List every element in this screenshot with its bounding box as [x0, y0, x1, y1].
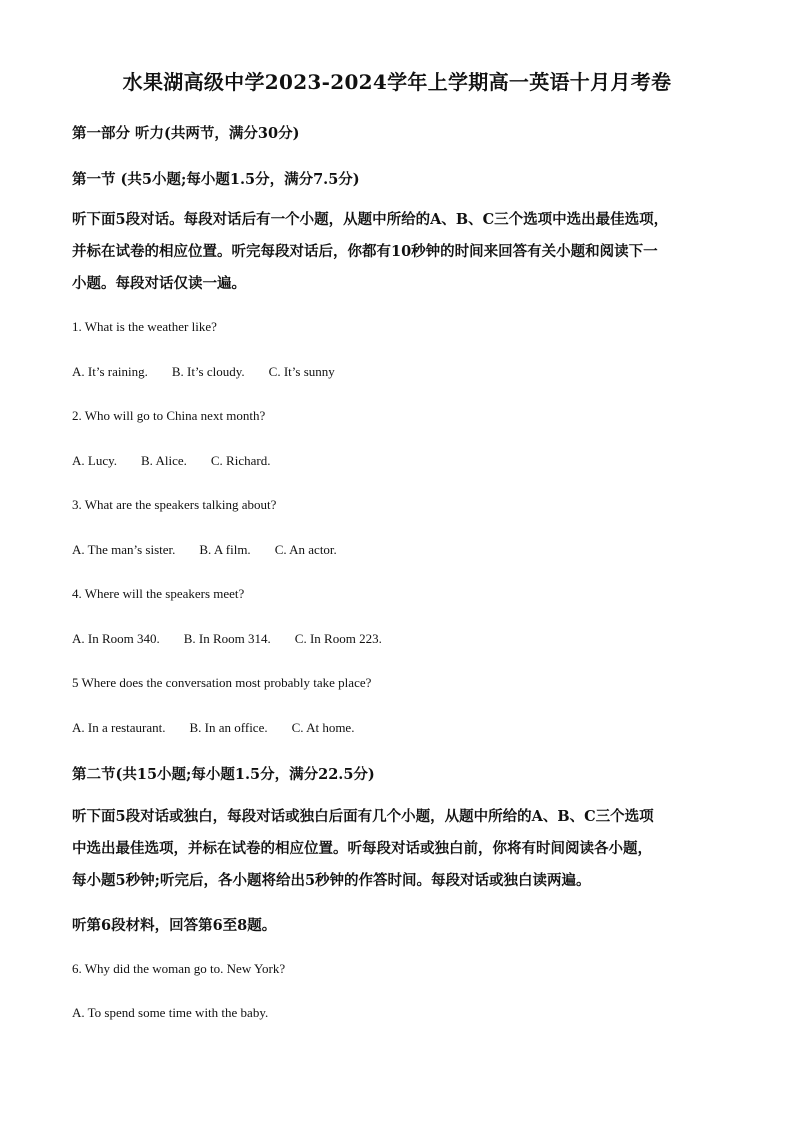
option-b: B. A film. [199, 542, 251, 557]
material6-heading: 听第6段材料，回答第6至8题。 [72, 917, 277, 934]
option-c: C. Richard. [210, 453, 271, 468]
question-2-options [72, 453, 270, 469]
instruction-line: 每小题5秒钟;听完后，各小题将给出5秒钟的作答时间。每段对话或独白读两遍。 [72, 872, 591, 889]
option-c: C. In Room 223. [294, 631, 382, 646]
exam-title: 水果湖高级中学2023-2024学年上学期高一英语十月月考卷 [122, 70, 672, 94]
question-1-stem: 1. What is the weather like? [72, 319, 217, 334]
question-5-options [72, 720, 354, 736]
instruction-line: 听下面5段对话。每段对话后有一个小题，从题中所给的A、B、C三个选项中选出最佳选项， [72, 211, 669, 228]
option-a: A. In Room 340. [72, 631, 160, 646]
option-c: C. At home. [291, 720, 355, 735]
question-1-options [72, 364, 335, 380]
section1-heading: 第一节 (共5小题;每小题1.5分，满分7.5分) [72, 171, 360, 188]
question-2-stem: 2. Who will go to China next month? [72, 408, 266, 423]
option-b: B. Alice. [141, 453, 187, 468]
option-c: C. It’s sunny [268, 364, 335, 379]
question-3-stem: 3. What are the speakers talking about? [72, 497, 277, 512]
section2-instructions [72, 801, 727, 897]
question-5-stem: 5 Where does the conversation most probably take place? [72, 675, 372, 690]
option-a: A. It’s raining. [72, 364, 148, 379]
option-b: B. In Room 314. [183, 631, 271, 646]
section2-heading: 第二节(共15小题;每小题1.5分，满分22.5分) [72, 766, 375, 783]
instruction-line: 并标在试卷的相应位置。听完每段对话后，你都有10秒钟的时间来回答有关小题和阅读下一 [72, 243, 658, 260]
option-a: A. In a restaurant. [72, 720, 166, 735]
question-4-options [72, 631, 382, 647]
option-b: B. It’s cloudy. [171, 364, 245, 379]
section1-instructions [72, 204, 727, 300]
question-6-option-a: A. To spend some time with the baby. [72, 1005, 269, 1020]
part1-heading: 第一部分 听力(共两节，满分30分) [72, 125, 300, 142]
instruction-line: 听下面5段对话或独白，每段对话或独白后面有几个小题，从题中所给的A、B、C三个选项 [72, 808, 654, 825]
question-6-stem: 6. Why did the woman go to. New York? [72, 961, 286, 976]
instruction-line: 小题。每段对话仅读一遍。 [72, 275, 246, 292]
question-3-options [72, 542, 337, 558]
option-c: C. An actor. [274, 542, 337, 557]
instruction-line: 中选出最佳选项，并标在试卷的相应位置。听每段对话或独白前，你将有时间阅读各小题， [72, 840, 652, 857]
option-b: B. In an office. [189, 720, 268, 735]
question-4-stem: 4. Where will the speakers meet? [72, 586, 245, 601]
option-a: A. The man’s sister. [72, 542, 176, 557]
option-a: A. Lucy. [72, 453, 118, 468]
